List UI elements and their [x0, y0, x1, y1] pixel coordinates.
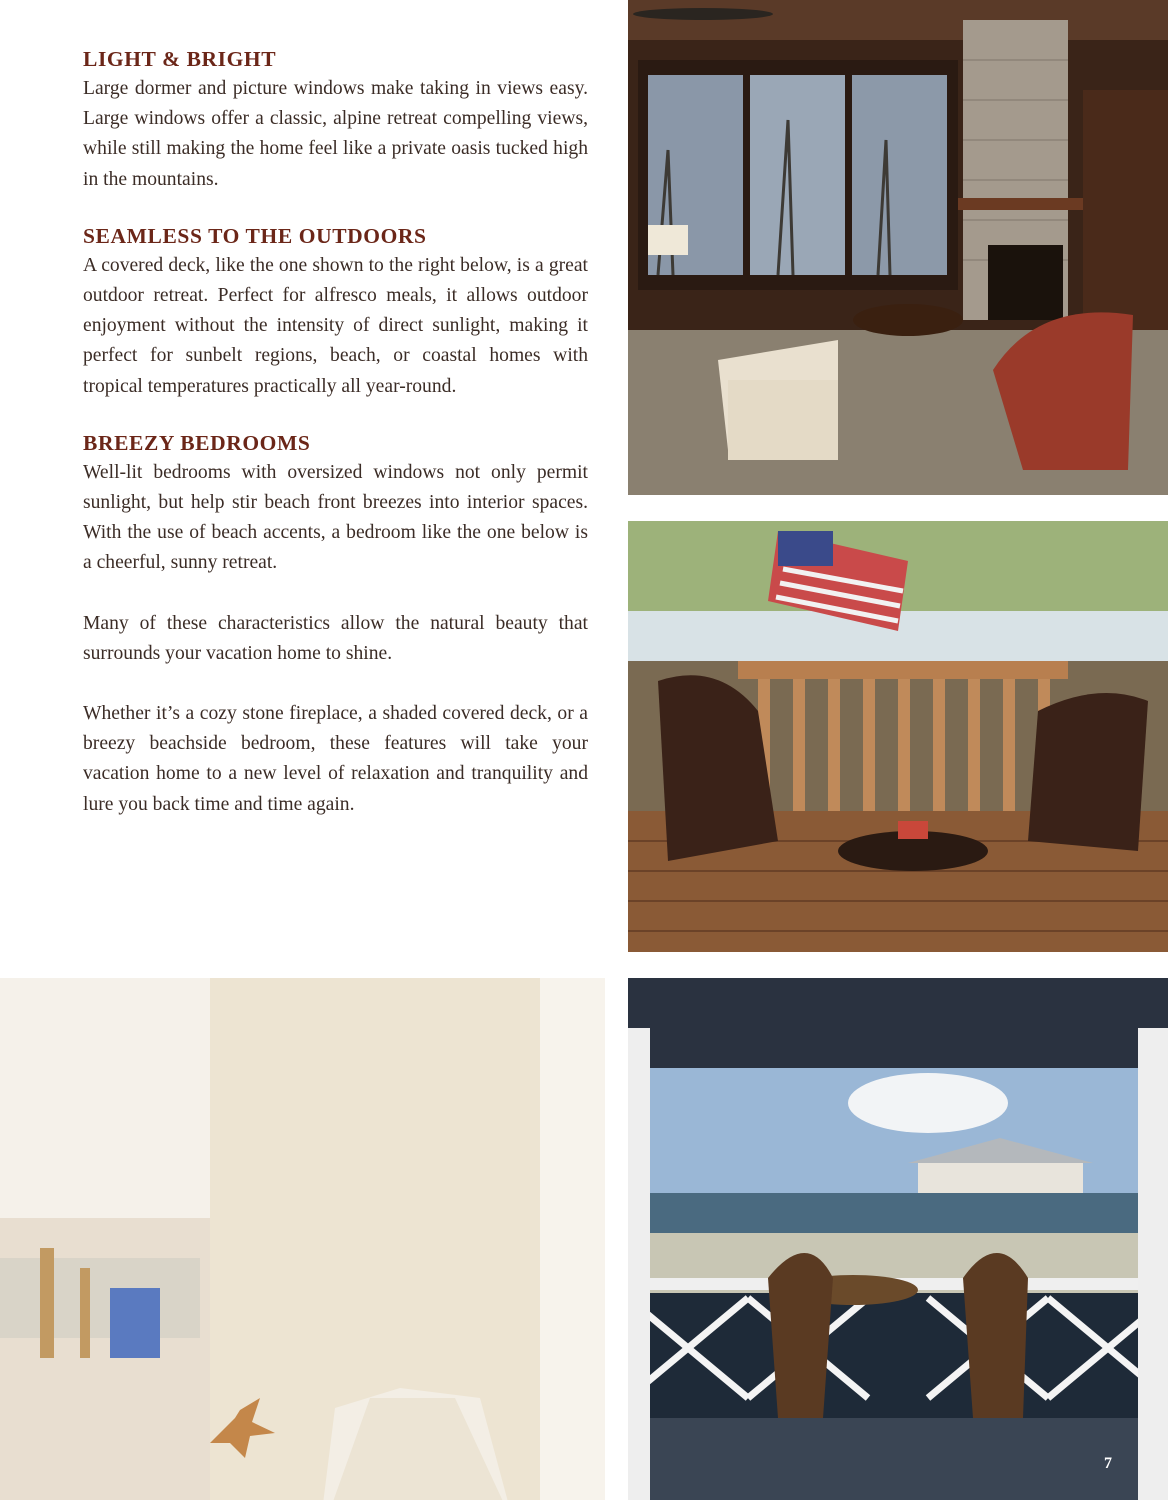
closing-paragraph: Many of these characteristics allow the natural beauty that surrounds your vacation home to shine.	[83, 612, 588, 664]
bedroom-photo	[0, 978, 605, 1500]
article-text	[83, 44, 588, 820]
section-heading: LIGHT & BRIGHT	[83, 47, 277, 71]
section-light-bright	[83, 44, 588, 195]
section-heading: SEAMLESS TO THE OUTDOORS	[83, 223, 427, 248]
deck-photo	[628, 521, 1168, 952]
section-body: A covered deck, like the one shown to the right below, is a great outdoor retreat. Perfect for alfresco meals, it allows outdoor enjoyment without the intensity of direct sunlight, making it perfect for sunbelt regions, beach, or coastal homes with tropical temperatures practically all year-round.	[83, 254, 588, 397]
section-seamless-outdoors	[83, 221, 588, 402]
living-room-photo	[628, 0, 1168, 495]
section-body: Well-lit bedrooms with oversized windows not only permit sunlight, but help stir beach front breezes into interior spaces. With the use of beach accents, a bedroom like the one below is a cheerful, sunny retreat.	[83, 461, 588, 574]
porch-photo	[628, 978, 1168, 1500]
closing-paragraph: Whether it’s a cozy stone fireplace, a shaded covered deck, or a breezy beachside bedroom, these features will take your vacation home to a new level of relaxation and tranquility and lure you back time and time again.	[83, 703, 588, 815]
section-heading: BREEZY BEDROOMS	[83, 430, 311, 455]
page-number: 7	[1104, 1455, 1112, 1472]
section-breezy-bedrooms	[83, 428, 588, 579]
section-body: Large dormer and picture windows make taking in views easy. Large windows offer a classic, alpine retreat compelling views, while still making the home feel like a private oasis tucked high in the mountains.	[83, 78, 588, 190]
